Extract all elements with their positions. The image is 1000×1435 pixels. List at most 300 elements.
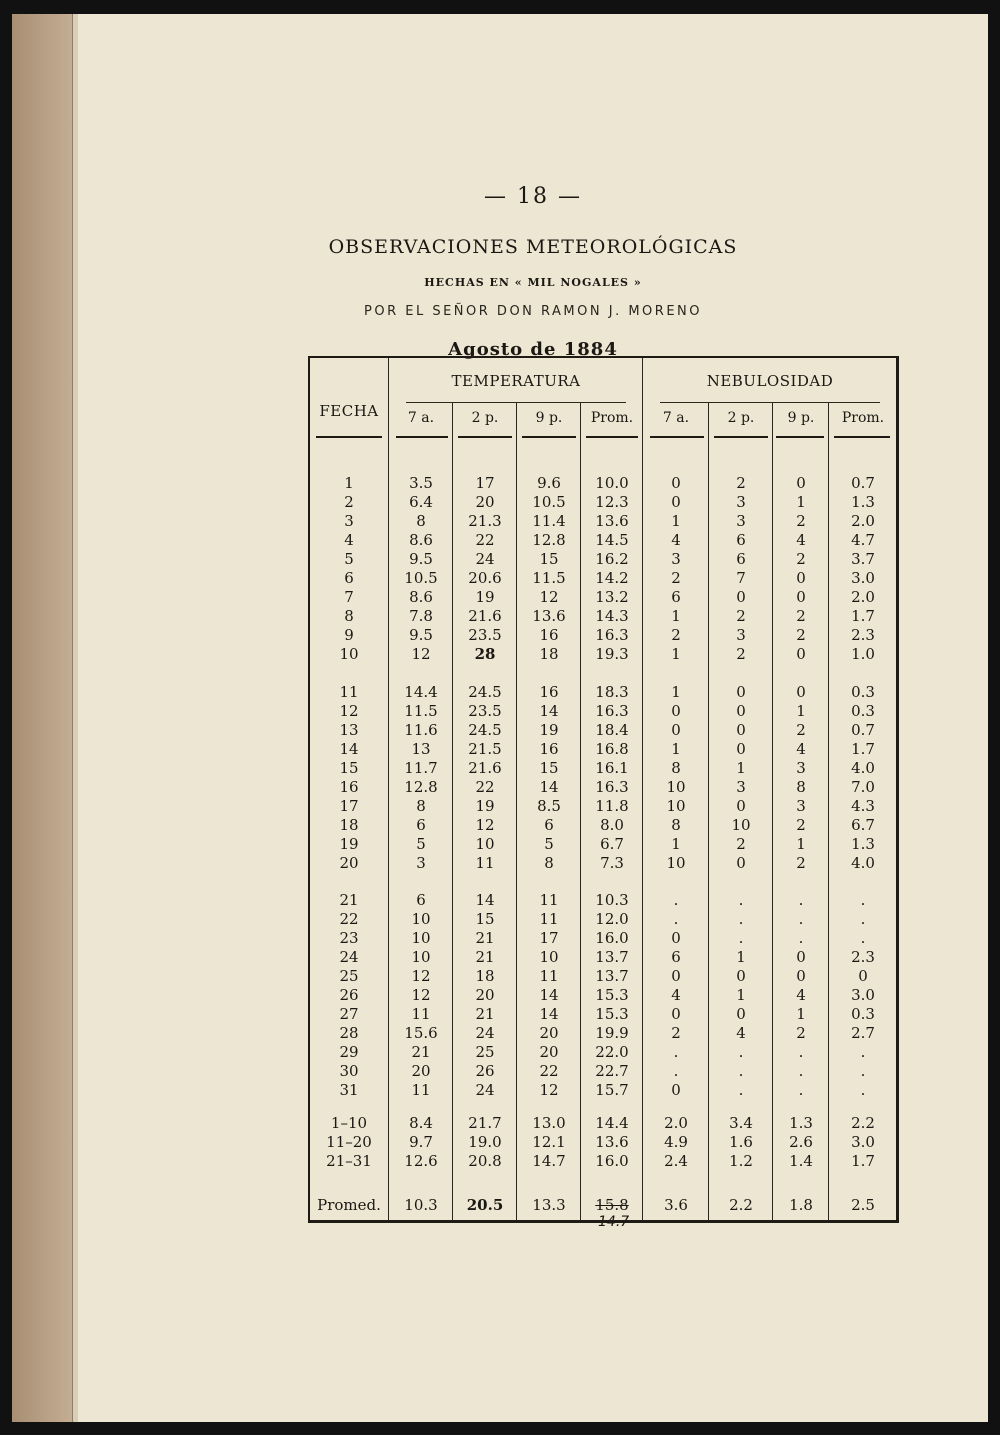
cell-temp-9p: 16 [539,626,559,644]
cell-neb-prom: 1.3 [851,493,875,511]
cell-neb-prom: 2.0 [851,588,875,606]
table-row [310,683,896,702]
table-row [310,1005,896,1024]
table-row [310,550,896,569]
cell-temp-2p: 23.5 [468,626,502,644]
header-rule [316,436,382,438]
cell-fecha: 20 [339,854,359,872]
cell-neb-7a: 1 [671,683,681,701]
table-row [310,1062,896,1081]
cell-temp-9p: 16 [539,683,559,701]
cell-temp-prom: 15.3 [595,1005,629,1023]
cell-neb-7a: 2 [671,1024,681,1042]
cell-temp-7a: 12 [411,645,431,663]
header-rule [522,436,576,438]
cell-neb-2p: 0 [736,702,746,720]
cell-temp-9p: 12.1 [532,1133,566,1151]
table-row [310,645,896,664]
cell-neb-9p: 1 [796,1005,806,1023]
cell-neb-7a: . [673,1062,679,1080]
table-row [310,588,896,607]
cell-fecha: 26 [339,986,359,1004]
cell-neb-2p: 2 [736,474,746,492]
cell-temp-2p: 17 [475,474,495,492]
cell-fecha: 10 [339,645,359,663]
cell-temp-9p: 5 [544,835,554,853]
cell-temp-2p: 21 [475,929,495,947]
cell-temp-7a: 14.4 [404,683,438,701]
cell-temp-9p: 11.5 [532,569,566,587]
cell-fecha: 29 [339,1043,359,1061]
cell-neb-prom: 1.7 [851,607,875,625]
cell-neb-prom: 0.7 [851,721,875,739]
promedio-label: Promed. [317,1196,381,1214]
cell-temp-2p: 20.8 [468,1152,502,1170]
cell-temp-7a: 6 [416,816,426,834]
cell-temp-prom: 12.0 [595,910,629,928]
cell-neb-9p: . [798,929,804,947]
header-rule [834,436,890,438]
cell-temp-2p: 14 [475,891,495,909]
cell-temp-7a: 7.8 [409,607,433,625]
cell-temp-2p: 28 [474,645,496,663]
cell-temp-2p: 22 [475,778,495,796]
page-title: OBSERVACIONES METEOROLÓGICAS [328,236,738,258]
cell-fecha: 31 [339,1081,359,1099]
cell-neb-2p: 6 [736,531,746,549]
page-subtitle: HECHAS EN « MIL NOGALES » [424,276,642,289]
cell-temp-9p: 10.5 [532,493,566,511]
cell-temp-prom: 19.3 [595,645,629,663]
table-row [310,816,896,835]
cell-neb-2p: . [738,1043,744,1061]
cell-fecha: 28 [339,1024,359,1042]
cell-temp-7a: 3.5 [409,474,433,492]
cell-temp-7a: 12.6 [404,1152,438,1170]
cell-temp-7a: 20 [411,1062,431,1080]
table-row [310,1081,896,1100]
promedio-nprom: 2.5 [851,1196,875,1214]
cell-neb-2p: 2 [736,835,746,853]
cell-neb-9p: 4 [796,986,806,1004]
cell-temp-9p: 14 [539,986,559,1004]
cell-temp-7a: 6.4 [409,493,433,511]
table-row [310,891,896,910]
cell-neb-7a: 8 [671,816,681,834]
table-row [310,607,896,626]
table-row [310,702,896,721]
cell-neb-prom: . [860,1043,866,1061]
cell-temp-7a: 11.5 [404,702,438,720]
cell-temp-2p: 19 [475,797,495,815]
cell-temp-prom: 22.7 [595,1062,629,1080]
promedio-n2: 2.2 [729,1196,753,1214]
subheader-neb-7a: 7 a. [662,410,690,426]
cell-neb-9p: . [798,1043,804,1061]
promedio-row [310,1196,896,1215]
cell-temp-9p: 18 [539,645,559,663]
cell-neb-2p: 1 [736,986,746,1004]
cell-temp-prom: 12.3 [595,493,629,511]
temperatura-brace [406,402,626,403]
cell-temp-prom: 6.7 [600,835,624,853]
cell-fecha: 5 [344,550,354,568]
cell-temp-9p: 12 [539,1081,559,1099]
cell-temp-9p: 8 [544,854,554,872]
cell-temp-7a: 11.6 [404,721,438,739]
cell-temp-prom: 16.3 [595,702,629,720]
cell-temp-7a: 8 [416,512,426,530]
header-rule [714,436,768,438]
cell-fecha: 11–20 [326,1133,372,1151]
cell-neb-7a: 6 [671,948,681,966]
cell-neb-prom: 0.7 [851,474,875,492]
cell-temp-9p: 14 [539,1005,559,1023]
cell-fecha: 3 [344,512,354,530]
cell-neb-9p: 0 [796,588,806,606]
cell-neb-2p: 0 [736,797,746,815]
cell-temp-2p: 21.3 [468,512,502,530]
cell-neb-2p: . [738,891,744,909]
cell-neb-prom: . [860,910,866,928]
cell-neb-9p: . [798,891,804,909]
cell-neb-7a: . [673,1043,679,1061]
cell-neb-2p: 0 [736,683,746,701]
cell-neb-2p: 3 [736,493,746,511]
header-rule [396,436,448,438]
cell-temp-2p: 20 [475,986,495,1004]
cell-temp-9p: 9.6 [537,474,561,492]
cell-neb-2p: 2 [736,607,746,625]
cell-fecha: 11 [339,683,359,701]
table-row [310,986,896,1005]
cell-neb-7a: 4 [671,986,681,1004]
cell-temp-9p: 13.6 [532,607,566,625]
cell-temp-7a: 8 [416,797,426,815]
cell-temp-7a: 8.6 [409,531,433,549]
cell-temp-7a: 11.7 [404,759,438,777]
temperatura-header: TEMPERATURA [451,372,581,390]
cell-fecha: 9 [344,626,354,644]
cell-neb-9p: 2 [796,816,806,834]
cell-neb-9p: 2 [796,721,806,739]
cell-neb-2p: 3.4 [729,1114,753,1132]
header-rule [650,436,704,438]
cell-temp-2p: 24.5 [468,721,502,739]
cell-temp-2p: 21.7 [468,1114,502,1132]
cell-fecha: 23 [339,929,359,947]
header-rule [586,436,638,438]
cell-temp-9p: 12 [539,588,559,606]
cell-temp-2p: 15 [475,910,495,928]
cell-neb-9p: . [798,1081,804,1099]
subheader-temp-9p: 9 p. [535,410,563,426]
cell-temp-prom: 16.0 [595,929,629,947]
table-row [310,910,896,929]
cell-neb-2p: . [738,929,744,947]
cell-temp-2p: 21.6 [468,759,502,777]
cell-neb-2p: 7 [736,569,746,587]
cell-temp-2p: 19 [475,588,495,606]
cell-fecha: 8 [344,607,354,625]
cell-neb-prom: 2.0 [851,512,875,530]
cell-temp-7a: 13 [411,740,431,758]
cell-neb-2p: 0 [736,1005,746,1023]
summary-row [310,1133,896,1152]
cell-neb-7a: 2 [671,626,681,644]
cell-neb-2p: 1 [736,948,746,966]
cell-temp-2p: 23.5 [468,702,502,720]
cell-neb-2p: 2 [736,645,746,663]
cell-neb-prom: 0.3 [851,702,875,720]
cell-neb-prom: 0 [858,967,868,985]
fecha-header: FECHA [319,402,379,420]
cell-temp-prom: 14.4 [595,1114,629,1132]
cell-temp-7a: 9.5 [409,550,433,568]
cell-neb-7a: 4 [671,531,681,549]
cell-temp-2p: 21.5 [468,740,502,758]
cell-neb-9p: 2 [796,607,806,625]
cell-neb-7a: 1 [671,607,681,625]
cell-temp-prom: 16.2 [595,550,629,568]
nebulosidad-header: NEBULOSIDAD [706,372,834,390]
header-rule [776,436,824,438]
cell-neb-prom: 1.7 [851,740,875,758]
cell-neb-2p: 1.2 [729,1152,753,1170]
subheader-temp-prom: Prom. [590,410,634,426]
cell-neb-9p: 2 [796,550,806,568]
cell-fecha: 6 [344,569,354,587]
table-row [310,474,896,493]
cell-temp-prom: 14.3 [595,607,629,625]
cell-fecha: 14 [339,740,359,758]
cell-neb-prom: 4.7 [851,531,875,549]
cell-temp-7a: 12 [411,986,431,1004]
cell-neb-7a: 0 [671,474,681,492]
table-row [310,967,896,986]
cell-neb-7a: 1 [671,740,681,758]
cell-temp-7a: 21 [411,1043,431,1061]
cell-temp-7a: 3 [416,854,426,872]
cell-neb-prom: 3.0 [851,569,875,587]
cell-temp-prom: 8.0 [600,816,624,834]
subheader-neb-9p: 9 p. [787,410,815,426]
cell-temp-prom: 13.6 [595,512,629,530]
cell-temp-prom: 7.3 [600,854,624,872]
subheader-temp-2p: 2 p. [471,410,499,426]
table-row [310,493,896,512]
cell-neb-prom: 6.7 [851,816,875,834]
cell-fecha: 2 [344,493,354,511]
cell-temp-9p: 15 [539,550,559,568]
cell-neb-7a: 10 [666,778,686,796]
table-row [310,948,896,967]
cell-temp-prom: 16.3 [595,778,629,796]
cell-neb-prom: 1.0 [851,645,875,663]
cell-temp-2p: 20.6 [468,569,502,587]
cell-temp-prom: 14.2 [595,569,629,587]
cell-temp-7a: 15.6 [404,1024,438,1042]
nebulosidad-brace [660,402,880,403]
table-row [310,778,896,797]
promedio-t2: 20.5 [466,1196,504,1214]
cell-fecha: 13 [339,721,359,739]
cell-fecha: 12 [339,702,359,720]
cell-temp-2p: 25 [475,1043,495,1061]
table-row [310,1043,896,1062]
cell-temp-2p: 24 [475,1081,495,1099]
cell-temp-9p: 15 [539,759,559,777]
cell-fecha: 7 [344,588,354,606]
cell-neb-prom: 2.7 [851,1024,875,1042]
cell-neb-prom: 7.0 [851,778,875,796]
cell-neb-7a: 2.0 [664,1114,688,1132]
cell-temp-2p: 21.6 [468,607,502,625]
cell-temp-2p: 24 [475,550,495,568]
cell-temp-prom: 16.3 [595,626,629,644]
cell-temp-7a: 6 [416,891,426,909]
cell-temp-prom: 16.8 [595,740,629,758]
cell-fecha: 16 [339,778,359,796]
subheader-neb-prom: Prom. [841,410,885,426]
cell-temp-9p: 11 [539,910,559,928]
cell-neb-9p: 1.4 [789,1152,813,1170]
cell-temp-9p: 10 [539,948,559,966]
cell-neb-9p: 1 [796,493,806,511]
cell-temp-prom: 22.0 [595,1043,629,1061]
cell-neb-prom: . [860,1062,866,1080]
cell-neb-prom: 3.7 [851,550,875,568]
cell-fecha: 1–10 [330,1114,368,1132]
cell-temp-2p: 26 [475,1062,495,1080]
cell-neb-2p: 3 [736,512,746,530]
page [78,14,988,1422]
cell-fecha: 27 [339,1005,359,1023]
cell-fecha: 30 [339,1062,359,1080]
cell-neb-9p: . [798,1062,804,1080]
cell-neb-7a: 10 [666,854,686,872]
cell-temp-2p: 22 [475,531,495,549]
cell-neb-2p: 0 [736,740,746,758]
cell-temp-7a: 10.5 [404,569,438,587]
cell-temp-7a: 10 [411,910,431,928]
cell-temp-2p: 10 [475,835,495,853]
cell-temp-9p: 11 [539,967,559,985]
cell-neb-9p: 8 [796,778,806,796]
cell-neb-prom: 1.3 [851,835,875,853]
cell-temp-7a: 8.6 [409,588,433,606]
cell-neb-prom: 2.3 [851,626,875,644]
cell-temp-prom: 16.1 [595,759,629,777]
promedio-t9: 13.3 [532,1196,566,1214]
cell-temp-9p: 13.0 [532,1114,566,1132]
cell-neb-prom: 2.3 [851,948,875,966]
cell-temp-7a: 10 [411,929,431,947]
cell-neb-9p: 0 [796,967,806,985]
cell-neb-2p: 0 [736,854,746,872]
cell-temp-7a: 8.4 [409,1114,433,1132]
table-row [310,512,896,531]
cell-neb-prom: 0.3 [851,683,875,701]
table-row [310,626,896,645]
cell-neb-7a: 1 [671,645,681,663]
cell-neb-9p: 1 [796,835,806,853]
cell-neb-2p: . [738,1081,744,1099]
cell-temp-prom: 13.7 [595,948,629,966]
table-row [310,1024,896,1043]
table-row [310,531,896,550]
cell-temp-2p: 12 [475,816,495,834]
cell-temp-9p: 20 [539,1024,559,1042]
cell-neb-prom: 2.2 [851,1114,875,1132]
header-rule [458,436,512,438]
cell-neb-2p: 0 [736,967,746,985]
cell-neb-7a: 1 [671,835,681,853]
cell-temp-prom: 16.0 [595,1152,629,1170]
cell-neb-7a: 2 [671,569,681,587]
table-row [310,797,896,816]
cell-neb-9p: 4 [796,740,806,758]
cell-temp-7a: 12 [411,967,431,985]
cell-neb-7a: 0 [671,1081,681,1099]
cell-neb-7a: 0 [671,967,681,985]
cell-neb-2p: 10 [731,816,751,834]
cell-neb-prom: . [860,891,866,909]
cell-neb-prom: . [860,1081,866,1099]
cell-neb-7a: 2.4 [664,1152,688,1170]
cell-temp-prom: 18.3 [595,683,629,701]
cell-temp-2p: 21 [475,1005,495,1023]
summary-row [310,1152,896,1171]
cell-temp-9p: 16 [539,740,559,758]
cell-fecha: 21 [339,891,359,909]
cell-neb-7a: 3 [671,550,681,568]
cell-neb-9p: 0 [796,645,806,663]
cell-neb-2p: 0 [736,721,746,739]
cell-fecha: 21–31 [326,1152,372,1170]
cell-fecha: 25 [339,967,359,985]
cell-fecha: 1 [344,474,354,492]
cell-neb-7a: . [673,910,679,928]
cell-neb-7a: . [673,891,679,909]
cell-neb-9p: 1 [796,702,806,720]
cell-neb-2p: 1.6 [729,1133,753,1151]
cell-neb-2p: . [738,910,744,928]
cell-temp-9p: 11 [539,891,559,909]
cell-fecha: 17 [339,797,359,815]
cell-temp-9p: 12.8 [532,531,566,549]
cell-neb-prom: 4.0 [851,759,875,777]
cell-temp-2p: 24.5 [468,683,502,701]
book-spine [12,14,76,1422]
cell-neb-9p: 0 [796,569,806,587]
cell-neb-9p: 3 [796,797,806,815]
cell-neb-prom: 3.0 [851,986,875,1004]
cell-temp-7a: 10 [411,948,431,966]
cell-neb-9p: 2.6 [789,1133,813,1151]
cell-temp-9p: 17 [539,929,559,947]
cell-fecha: 19 [339,835,359,853]
cell-temp-7a: 9.5 [409,626,433,644]
cell-temp-prom: 14.5 [595,531,629,549]
cell-neb-7a: 0 [671,702,681,720]
cell-temp-prom: 10.0 [595,474,629,492]
cell-neb-9p: 1.3 [789,1114,813,1132]
table-row [310,854,896,873]
cell-neb-9p: 4 [796,531,806,549]
cell-neb-prom: 0.3 [851,1005,875,1023]
cell-neb-7a: 8 [671,759,681,777]
